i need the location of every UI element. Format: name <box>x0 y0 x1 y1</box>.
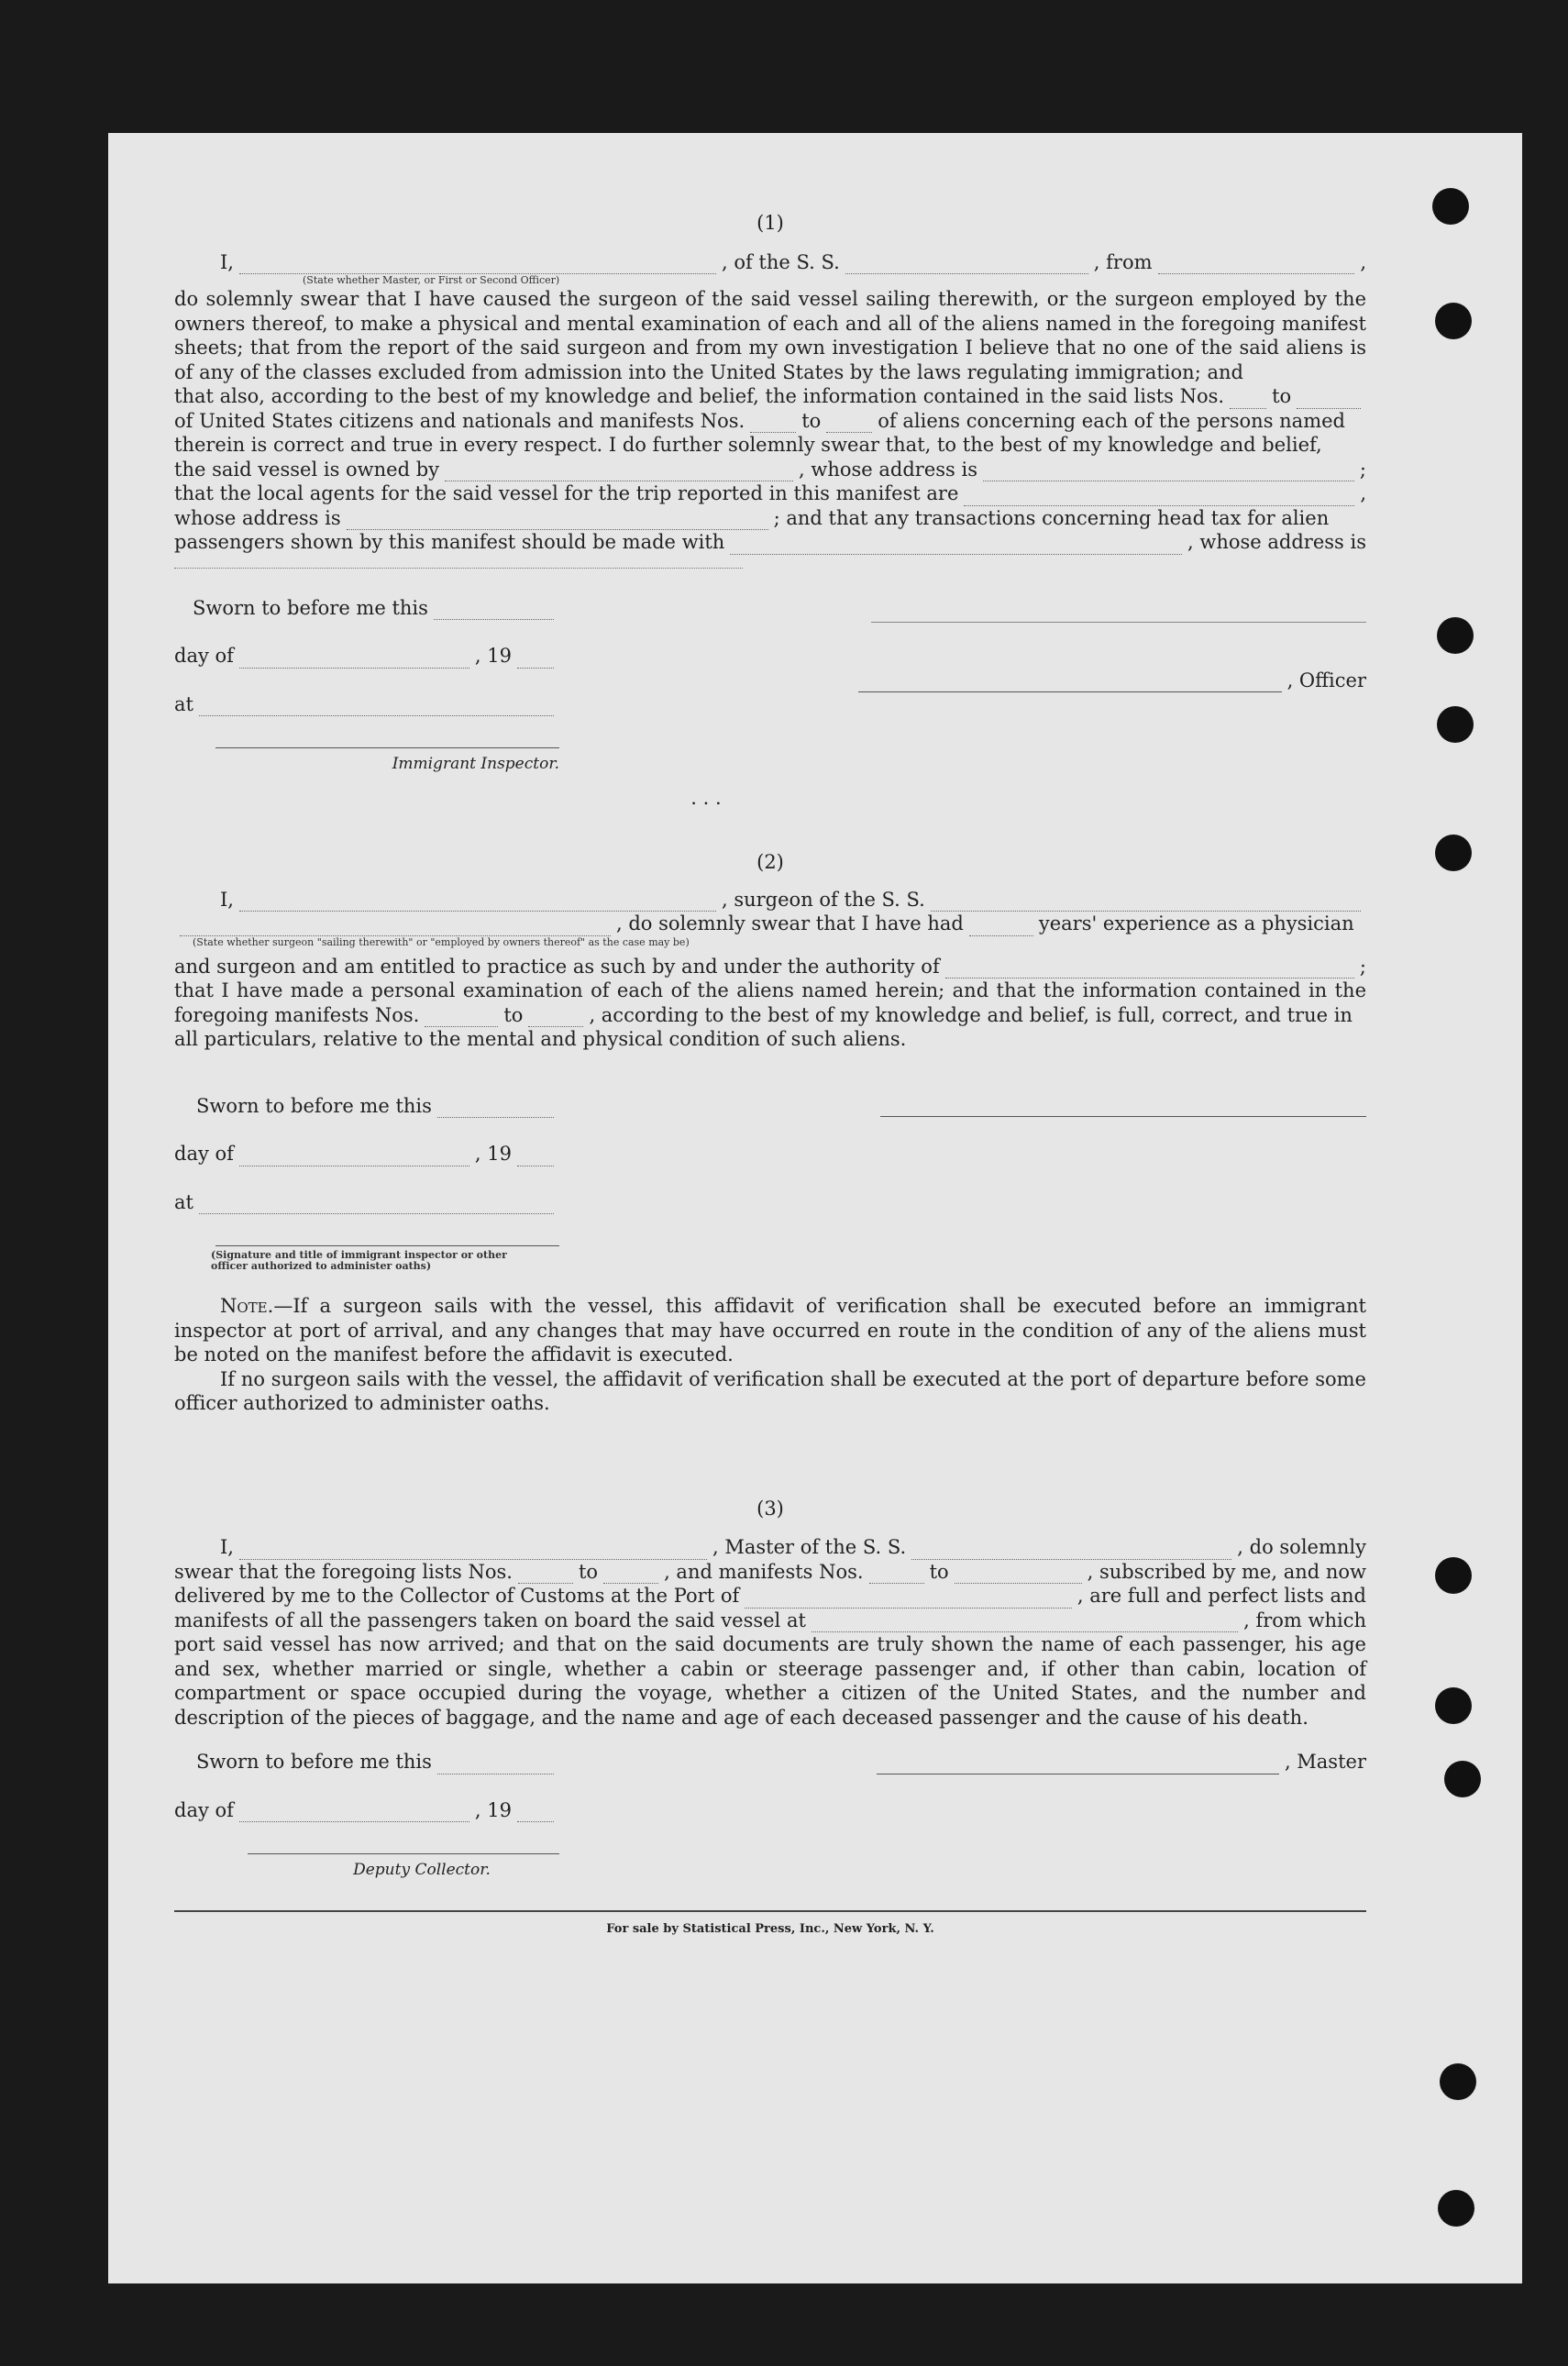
manifests-to-field[interactable] <box>826 415 872 433</box>
lists-to-field[interactable] <box>1297 392 1361 409</box>
affidavit-form <box>174 211 1366 1941</box>
vessel-name-field[interactable] <box>931 894 1361 912</box>
section-2-number: (2) <box>756 851 784 873</box>
text: that the local agents for the said vessel for the trip reported in this manifest are <box>174 482 959 504</box>
manifests-to-field[interactable] <box>955 1566 1082 1584</box>
text: whose address is <box>174 506 341 529</box>
place-field[interactable] <box>199 699 554 716</box>
text: at <box>174 1190 193 1213</box>
section-3-number: (3) <box>756 1497 784 1520</box>
section-1-number: (1) <box>756 212 784 234</box>
binder-hole <box>1437 706 1474 743</box>
vessel-name-field[interactable] <box>911 1542 1231 1560</box>
text: I, <box>220 250 234 273</box>
text: that also, according to the best of my knowledge and belief, the information contained in the said lists Nos. <box>174 385 1225 407</box>
manifests-from-field[interactable] <box>750 415 796 433</box>
month-field[interactable] <box>239 1805 469 1822</box>
binder-hole <box>1440 2063 1476 2100</box>
text: of aliens concerning each of the persons named <box>878 409 1345 432</box>
text: to <box>801 409 822 432</box>
text: I, <box>220 888 234 911</box>
text: the said vessel is owned by <box>174 458 440 481</box>
field-caption: (State whether Master, or First or Second Officer) <box>303 274 560 286</box>
owner-field[interactable] <box>445 464 793 481</box>
text: day of <box>174 1798 234 1821</box>
text: day of <box>174 645 234 667</box>
text: , according to the best of my knowledge and belief, is full, correct, and true in <box>589 1003 1353 1026</box>
inspector-signature-line[interactable] <box>215 1245 559 1246</box>
section-1-body: do solemnly swear that I have caused the surgeon of the said vessel sailing therewith, or the surgeon employed by the owners thereof, to make a physical and mental examination of each and all of the aliens named in the foregoing manifest sheets; that from the report of the said surgeon and from my own investigation I believe that no one of the said aliens is of any of the classes excluded from admission into the United States by the laws regulating immigration; and <box>174 288 1366 383</box>
text: all particulars, relative to the mental and physical condition of such aliens. <box>174 1028 907 1050</box>
sworn-date-field[interactable] <box>434 603 554 620</box>
year-field[interactable] <box>517 1805 554 1822</box>
text: delivered by me to the Collector of Customs at the Port of <box>174 1585 740 1607</box>
inspector-caption: Immigrant Inspector. <box>392 755 559 773</box>
surgeon-signature-line[interactable] <box>880 1103 1366 1117</box>
text: , whose address is <box>799 458 977 481</box>
printer-credit: For sale by Statistical Press, Inc., New York, N. Y. <box>606 1921 934 1936</box>
deputy-collector-caption: Deputy Collector. <box>353 1861 491 1879</box>
text: day of <box>174 1143 234 1165</box>
text: Sworn to before me this <box>196 1094 432 1117</box>
year-field[interactable] <box>517 651 554 669</box>
binder-hole <box>1435 303 1472 339</box>
text: Sworn to before me this <box>193 596 428 619</box>
lists-to-field[interactable] <box>603 1566 658 1584</box>
manifests-from-field[interactable] <box>869 1566 924 1584</box>
text: at <box>174 692 193 715</box>
text: , subscribed by me, and now <box>1087 1560 1366 1583</box>
text: I, <box>220 1536 234 1558</box>
officer-signature-line-2[interactable] <box>858 675 1282 692</box>
footer-rule <box>174 1910 1366 1912</box>
text: , do solemnly <box>1237 1536 1366 1558</box>
field-caption: (State whether surgeon "sailing therewith" or "employed by owners thereof" as the case may be) <box>193 935 690 948</box>
text: ; <box>1359 458 1366 481</box>
head-tax-contact-field[interactable] <box>730 537 1182 555</box>
text: therein is correct and true in every respect. I do further solemnly swear that, to the best of my knowledge and belief, <box>174 434 1322 456</box>
text: , 19 <box>474 645 512 667</box>
note-label: Note. <box>220 1295 274 1317</box>
text: of United States citizens and nationals and manifests Nos. <box>174 409 745 432</box>
surgeon-type-field[interactable] <box>180 919 611 936</box>
customs-port-field[interactable] <box>745 1591 1072 1609</box>
address-continuation-field[interactable] <box>174 555 743 569</box>
text: manifests of all the passengers taken on board the said vessel at <box>174 1609 806 1631</box>
text: ; and that any transactions concerning head tax for alien <box>773 506 1330 529</box>
text: Sworn to before me this <box>196 1751 432 1773</box>
separator-dots: . . . <box>690 786 722 809</box>
owner-address-field[interactable] <box>983 464 1354 481</box>
text: passengers shown by this manifest should be made with <box>174 531 725 553</box>
text: to <box>929 1560 949 1583</box>
years-experience-field[interactable] <box>969 919 1033 936</box>
text: ; <box>1359 955 1366 978</box>
departure-port-field[interactable] <box>1158 257 1355 274</box>
text: , surgeon of the S. S. <box>721 888 925 911</box>
binder-hole <box>1435 1557 1472 1594</box>
year-field[interactable] <box>517 1149 554 1166</box>
text: , do solemnly swear that I have had <box>616 912 964 934</box>
month-field[interactable] <box>239 651 469 669</box>
text: , whose address is <box>1187 531 1366 553</box>
text: , Master of the S. S. <box>712 1536 907 1558</box>
officer-signature-line-1[interactable] <box>871 602 1366 623</box>
text: , Master <box>1284 1751 1366 1773</box>
text: , of the S. S. <box>721 250 840 273</box>
text: , 19 <box>474 1143 512 1165</box>
text: and surgeon and am entitled to practice as such by and under the authority of <box>174 955 940 978</box>
deputy-collector-signature-line[interactable] <box>248 1853 559 1854</box>
binder-hole <box>1438 2190 1474 2227</box>
text: , from <box>1093 250 1153 273</box>
inspector-signature-line[interactable] <box>215 747 559 748</box>
text: , from which <box>1243 1609 1366 1631</box>
local-agents-field[interactable] <box>964 489 1354 506</box>
text: that I have made a personal examination of each of the aliens named herein; and that the information contained in the <box>174 979 1366 1001</box>
lists-from-field[interactable] <box>518 1566 573 1584</box>
sworn-date-field[interactable] <box>437 1757 554 1774</box>
signature-caption: (Signature and title of immigrant inspector or other officer authorized to administer oaths) <box>211 1249 507 1272</box>
note-text: If no surgeon sails with the vessel, the affidavit of verification shall be executed at the port of departure before some officer authorized to administer oaths. <box>174 1367 1366 1414</box>
binder-hole <box>1437 617 1474 654</box>
note-text: —If a surgeon sails with the vessel, this affidavit of verification shall be executed before an immigrant inspector at port of arrival, and any changes that may have occurred en route in the condition of any of the aliens must be noted on the manifest before the affidavit is executed. <box>174 1295 1366 1365</box>
text: to <box>578 1560 599 1583</box>
text: , and manifests Nos. <box>664 1560 864 1583</box>
text: , <box>1360 250 1366 273</box>
binder-hole <box>1435 835 1472 871</box>
lists-from-field[interactable] <box>1230 392 1266 409</box>
agents-address-field[interactable] <box>347 513 768 530</box>
master-signature-line[interactable] <box>877 1757 1279 1774</box>
text: years' experience as a physician <box>1038 912 1354 934</box>
licensing-authority-field[interactable] <box>945 961 1354 978</box>
section-3-body: port said vessel has now arrived; and that on the said documents are truly shown the name of each passenger, his age and sex, whether married or single, whether a cabin or steerage passenger and, if other than cabin, location of compartment or space occupied during the voyage, whether a citizen of the United States, and the number and description of the pieces of baggage, and the name and age of each deceased passenger and the cause of his death. <box>174 1633 1366 1729</box>
text: swear that the foregoing lists Nos. <box>174 1560 513 1583</box>
embarkation-port-field[interactable] <box>812 1615 1238 1632</box>
manifests-from-field[interactable] <box>425 1010 498 1027</box>
text: to <box>503 1003 524 1026</box>
text: foregoing manifests Nos. <box>174 1003 420 1026</box>
text: , Officer <box>1286 669 1366 691</box>
binder-hole <box>1435 1687 1472 1724</box>
text: , <box>1360 482 1366 504</box>
officer-rank-field[interactable] <box>239 257 716 274</box>
place-field[interactable] <box>199 1197 554 1214</box>
text: , 19 <box>474 1798 512 1821</box>
surgeon-name-field[interactable] <box>239 894 716 912</box>
manifests-to-field[interactable] <box>528 1010 583 1027</box>
text: to <box>1272 385 1292 407</box>
sworn-date-field[interactable] <box>437 1100 554 1118</box>
text: , are full and perfect lists and <box>1077 1585 1366 1607</box>
binder-hole <box>1432 188 1469 225</box>
binder-hole <box>1444 1761 1481 1797</box>
master-name-field[interactable] <box>239 1542 707 1560</box>
month-field[interactable] <box>239 1149 469 1166</box>
vessel-name-field[interactable] <box>845 257 1088 274</box>
